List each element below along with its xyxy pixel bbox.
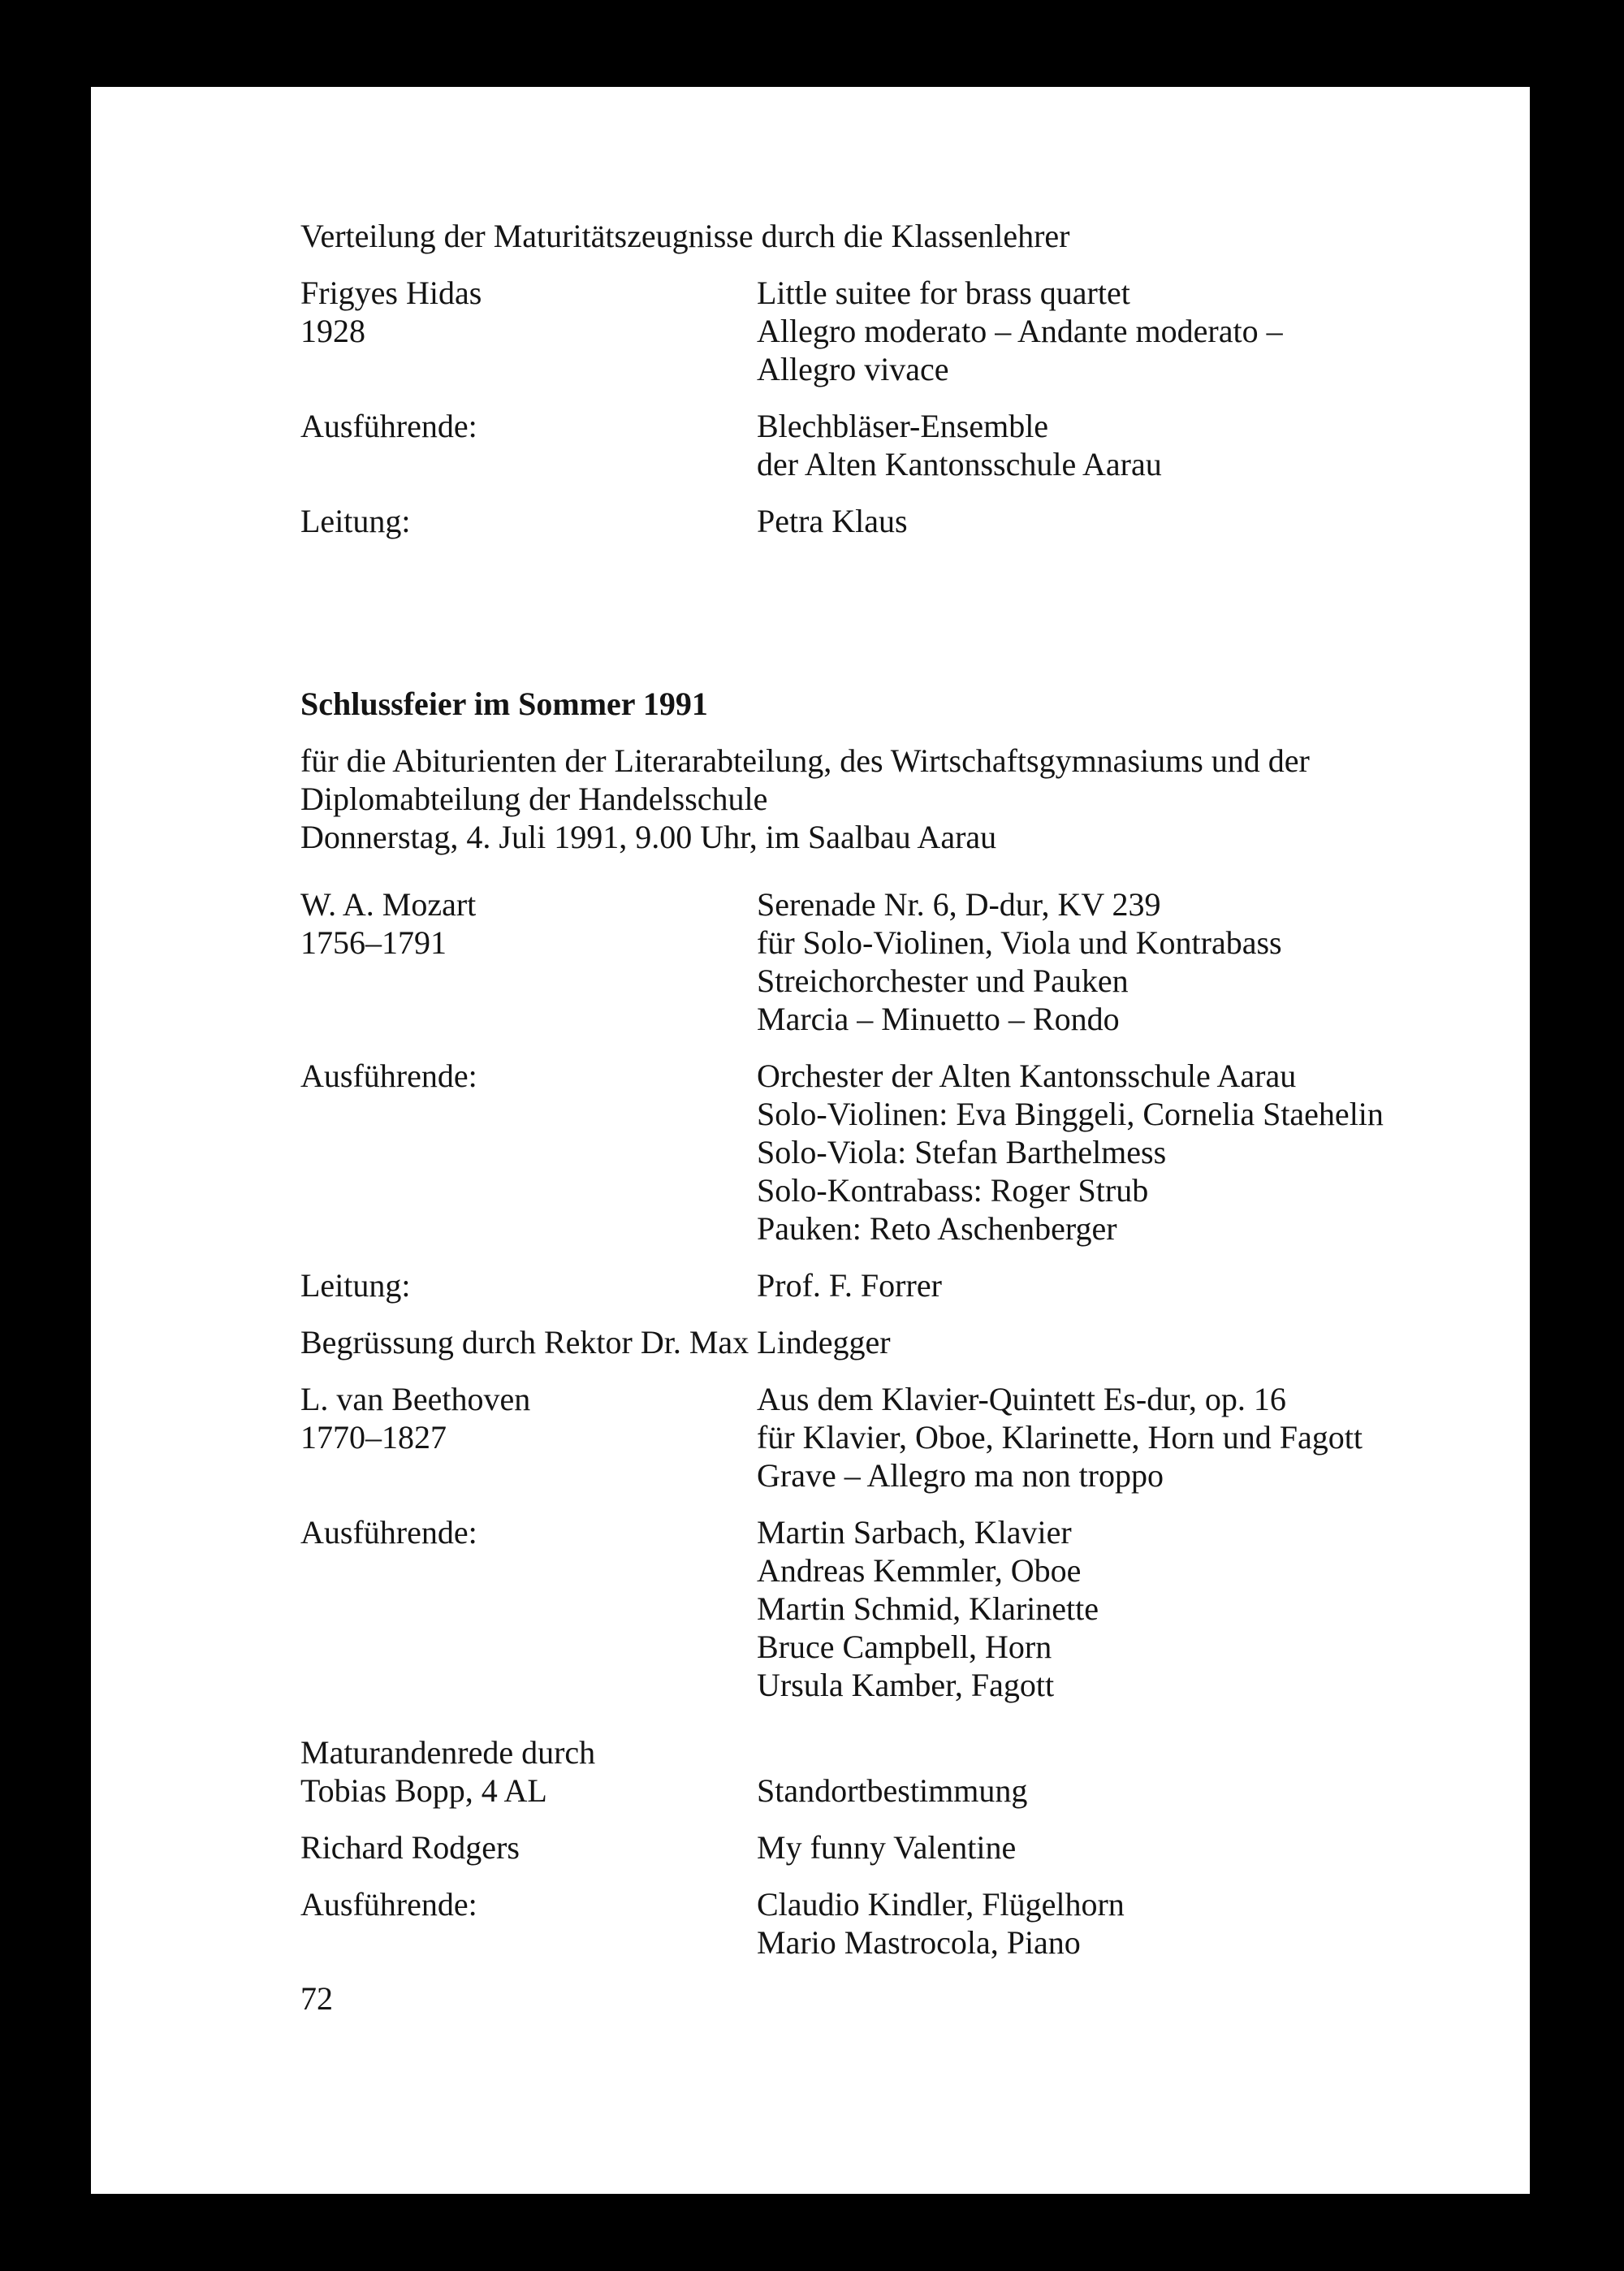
- mozart-performers: [300, 1057, 1518, 1248]
- intro-line: für die Abiturienten der Literarabteilung, des Wirtschaftsgymnasiums und der: [300, 742, 1310, 779]
- hidas-entry: [300, 274, 1518, 388]
- hidas-composer-col: [300, 274, 757, 388]
- performer-line: Pauken: Reto Aschenberger: [757, 1210, 1117, 1247]
- work-line: für Klavier, Oboe, Klarinette, Horn und Fagott: [757, 1419, 1363, 1456]
- leitung-label: Leitung:: [300, 1267, 411, 1304]
- speech-label-line: Tobias Bopp, 4 AL: [300, 1772, 547, 1809]
- mozart-entry: [300, 885, 1518, 1038]
- leitung-value: Prof. F. Forrer: [757, 1267, 942, 1304]
- hidas-work-col: [757, 274, 1518, 388]
- leitung-label: Leitung:: [300, 503, 411, 539]
- performers-label: Ausführende:: [300, 1514, 477, 1551]
- performer-line: Solo-Kontrabass: Roger Strub: [757, 1172, 1149, 1209]
- page-content: [300, 217, 1518, 1962]
- performers-label: Ausführende:: [300, 1058, 477, 1094]
- hidas-performers: [300, 407, 1518, 483]
- page-number: 72: [300, 1980, 333, 2017]
- composer-year: 1928: [300, 313, 365, 349]
- leitung-value: Petra Klaus: [757, 503, 908, 539]
- performers-label: Ausführende:: [300, 1886, 477, 1923]
- intro-line: Donnerstag, 4. Juli 1991, 9.00 Uhr, im Saalbau Aarau: [300, 819, 997, 855]
- greeting-line: Begrüssung durch Rektor Dr. Max Lindegger: [300, 1324, 891, 1360]
- beethoven-performers: [300, 1513, 1518, 1704]
- performer-line: Martin Sarbach, Klavier: [757, 1514, 1072, 1551]
- work-line: für Solo-Violinen, Viola und Kontrabass: [757, 924, 1282, 961]
- speech-label-line: Maturandenrede durch: [300, 1734, 596, 1771]
- performer-line: der Alten Kantonsschule Aarau: [757, 446, 1162, 482]
- mozart-leitung: [300, 1266, 1518, 1304]
- performer-line: Solo-Viola: Stefan Barthelmess: [757, 1134, 1167, 1170]
- hidas-leitung: [300, 502, 1518, 540]
- performer-line: Blechbläser-Ensemble: [757, 408, 1049, 444]
- ceremony1-title: Verteilung der Maturitätszeugnisse durch die Klassenlehrer: [300, 218, 1070, 254]
- work-line: Grave – Allegro ma non troppo: [757, 1457, 1164, 1494]
- performer-line: Solo-Violinen: Eva Binggeli, Cornelia Staehelin: [757, 1096, 1384, 1132]
- work-line: Streichorchester und Pauken: [757, 962, 1129, 999]
- document-page: [91, 87, 1530, 2194]
- speech-title: Standortbestimmung: [757, 1772, 1028, 1809]
- intro-line: Diplomabteilung der Handelsschule: [300, 781, 768, 817]
- composer-name: Frigyes Hidas: [300, 275, 482, 311]
- composer-years: 1756–1791: [300, 924, 447, 961]
- work-line: Allegro moderato – Andante moderato –: [757, 313, 1283, 349]
- performer-line: Ursula Kamber, Fagott: [757, 1667, 1055, 1703]
- speech-entry: [300, 1733, 1518, 1810]
- work-line: Serenade Nr. 6, D-dur, KV 239: [757, 886, 1161, 923]
- performer-line: Martin Schmid, Klarinette: [757, 1590, 1099, 1627]
- section-heading: Schlussfeier im Sommer 1991: [300, 686, 708, 722]
- section-intro: [300, 742, 1518, 856]
- performers-label: Ausführende:: [300, 408, 477, 444]
- composer-name: Richard Rodgers: [300, 1829, 520, 1866]
- work-line: Little suitee for brass quartet: [757, 275, 1130, 311]
- composer-name: L. van Beethoven: [300, 1381, 531, 1417]
- performer-line: Orchester der Alten Kantonsschule Aarau: [757, 1058, 1297, 1094]
- beethoven-entry: [300, 1380, 1518, 1495]
- work-line: Allegro vivace: [757, 351, 949, 387]
- rodgers-performers: [300, 1885, 1518, 1962]
- performer-line: Andreas Kemmler, Oboe: [757, 1552, 1082, 1589]
- work-line: My funny Valentine: [757, 1829, 1017, 1866]
- performer-line: Bruce Campbell, Horn: [757, 1629, 1052, 1665]
- work-line: Marcia – Minuetto – Rondo: [757, 1001, 1120, 1037]
- composer-name: W. A. Mozart: [300, 886, 477, 923]
- rodgers-entry: [300, 1828, 1518, 1867]
- performer-line: Claudio Kindler, Flügelhorn: [757, 1886, 1125, 1923]
- work-line: Aus dem Klavier-Quintett Es-dur, op. 16: [757, 1381, 1286, 1417]
- composer-years: 1770–1827: [300, 1419, 447, 1456]
- performer-line: Mario Mastrocola, Piano: [757, 1924, 1081, 1961]
